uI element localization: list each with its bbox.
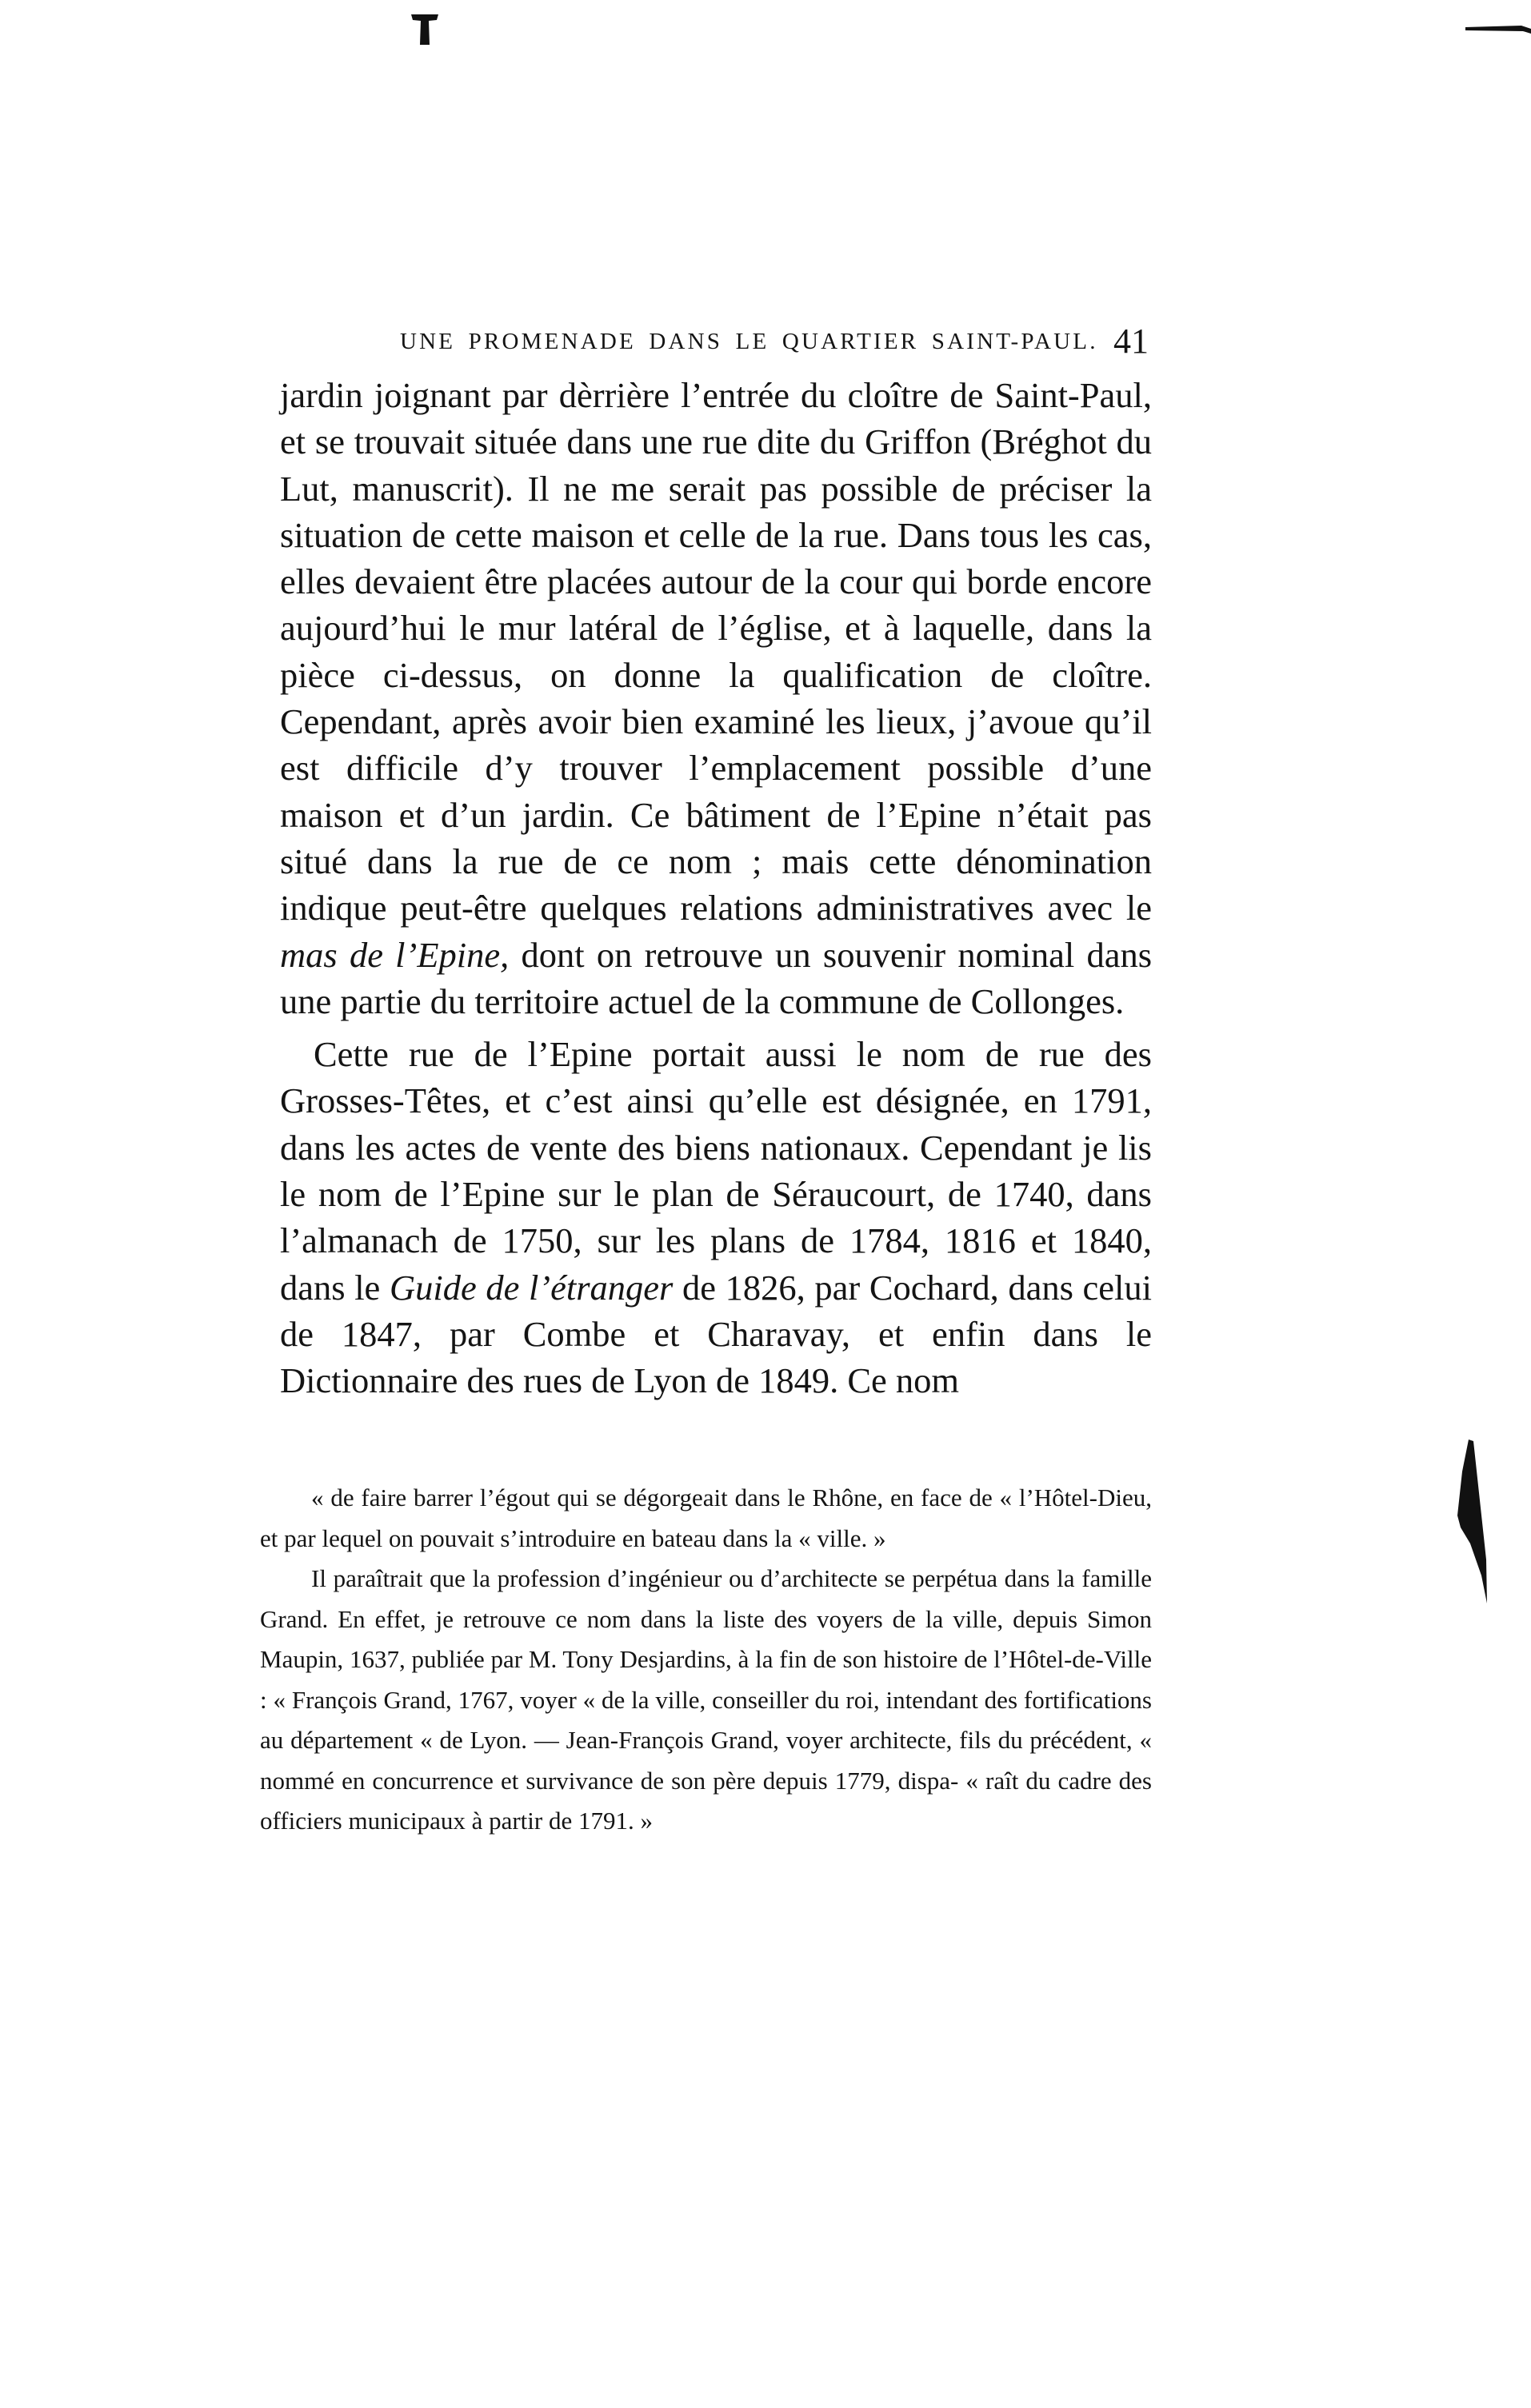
page-edge-shadow-icon xyxy=(1454,1440,1488,1607)
running-title: UNE PROMENADE DANS LE QUARTIER SAINT-PAUL. xyxy=(400,329,1098,354)
ink-blot-icon xyxy=(410,13,440,46)
paragraph-1-text: jardin joignant par dèrrière l’entrée du cloître de Saint-Paul, et se trouvait située dans une rue dite du Griffon (Bréghot du Lut, manuscrit). Il ne me serait pas possible de préciser la situation de cette maison et celle de la rue. Dans tous les cas, elles devaient être placées autour de la cour qui borde encore aujourd’hui le mur latéral de l’église, et à laquelle, dans la pièce ci-dessus, on donne la qualification de cloître. Cependant, après avoir bien examiné les lieux, j’avoue qu’il est difficile d’y trouver l’emplacement possible d’une maison et d’un jardin. Ce bâtiment de l’Epine n’était pas situé dans la rue de ce nom ; mais cette dénomination indique peut-être quelques relations administratives avec le xyxy=(280,375,1152,928)
paragraph-1-end: dont on retrouve un souvenir nominal dans une partie du territoire actuel de la commune de Collonges. xyxy=(280,934,1153,1021)
footnote-continuation: « de faire barrer l’égout qui se dégorgeait dans le Rhône, en face de « l’Hôtel-Dieu, et par lequel on pouvait s’introduire en bateau dans la « ville. » xyxy=(260,1484,1152,1552)
paragraph-1 xyxy=(280,372,1152,1024)
scan-edge-icon xyxy=(1465,22,1531,38)
main-text xyxy=(280,372,1152,1404)
footnotes xyxy=(260,1478,1152,1842)
paragraph-2 xyxy=(280,1031,1152,1404)
page-number: 41 xyxy=(1113,321,1149,361)
footnote-grand-family: Il paraîtrait que la profession d’ingénieur ou d’architecte se perpétua dans la famille Grand. En effet, je retrouve ce nom dans la liste des voyers de la ville, depuis Simon Maupin, 1637, publiée par M. Tony Desjardins, à la fin de son histoire de l’Hôtel-de-Ville : « François Grand, 1767, voyer « de la ville, conseiller du roi, intendant des fortifications au département « de Lyon. — Jean-François Grand, voyer architecte, fils du précédent, « nommé en concurrence et survivance de son père depuis 1779, dispa- « raît du cadre des officiers municipaux à partir de 1791. » xyxy=(260,1564,1152,1835)
running-head xyxy=(400,321,1152,364)
italic-guide-etranger: Guide de l’étranger xyxy=(389,1267,674,1308)
italic-mas-de-lepine: mas de l’Epine, xyxy=(280,934,510,975)
paragraph-2-end: de 1826, par Cochard, dans celui de 1847, par Combe et Charavay, et enfin dans le Dictionnaire des rues de Lyon de 1849. Ce nom xyxy=(280,1267,1152,1401)
paragraph-2-text: Cette rue de l’Epine portait aussi le nom de rue des Grosses-Têtes, et c’est ainsi qu’elle est désignée, en 1791, dans les actes de vente des biens nationaux. Cependant je lis le nom de l’Epine sur le plan de Séraucourt, de 1740, dans l’almanach de 1750, sur les plans de 1784, 1816 et 1840, dans le xyxy=(280,1034,1152,1308)
